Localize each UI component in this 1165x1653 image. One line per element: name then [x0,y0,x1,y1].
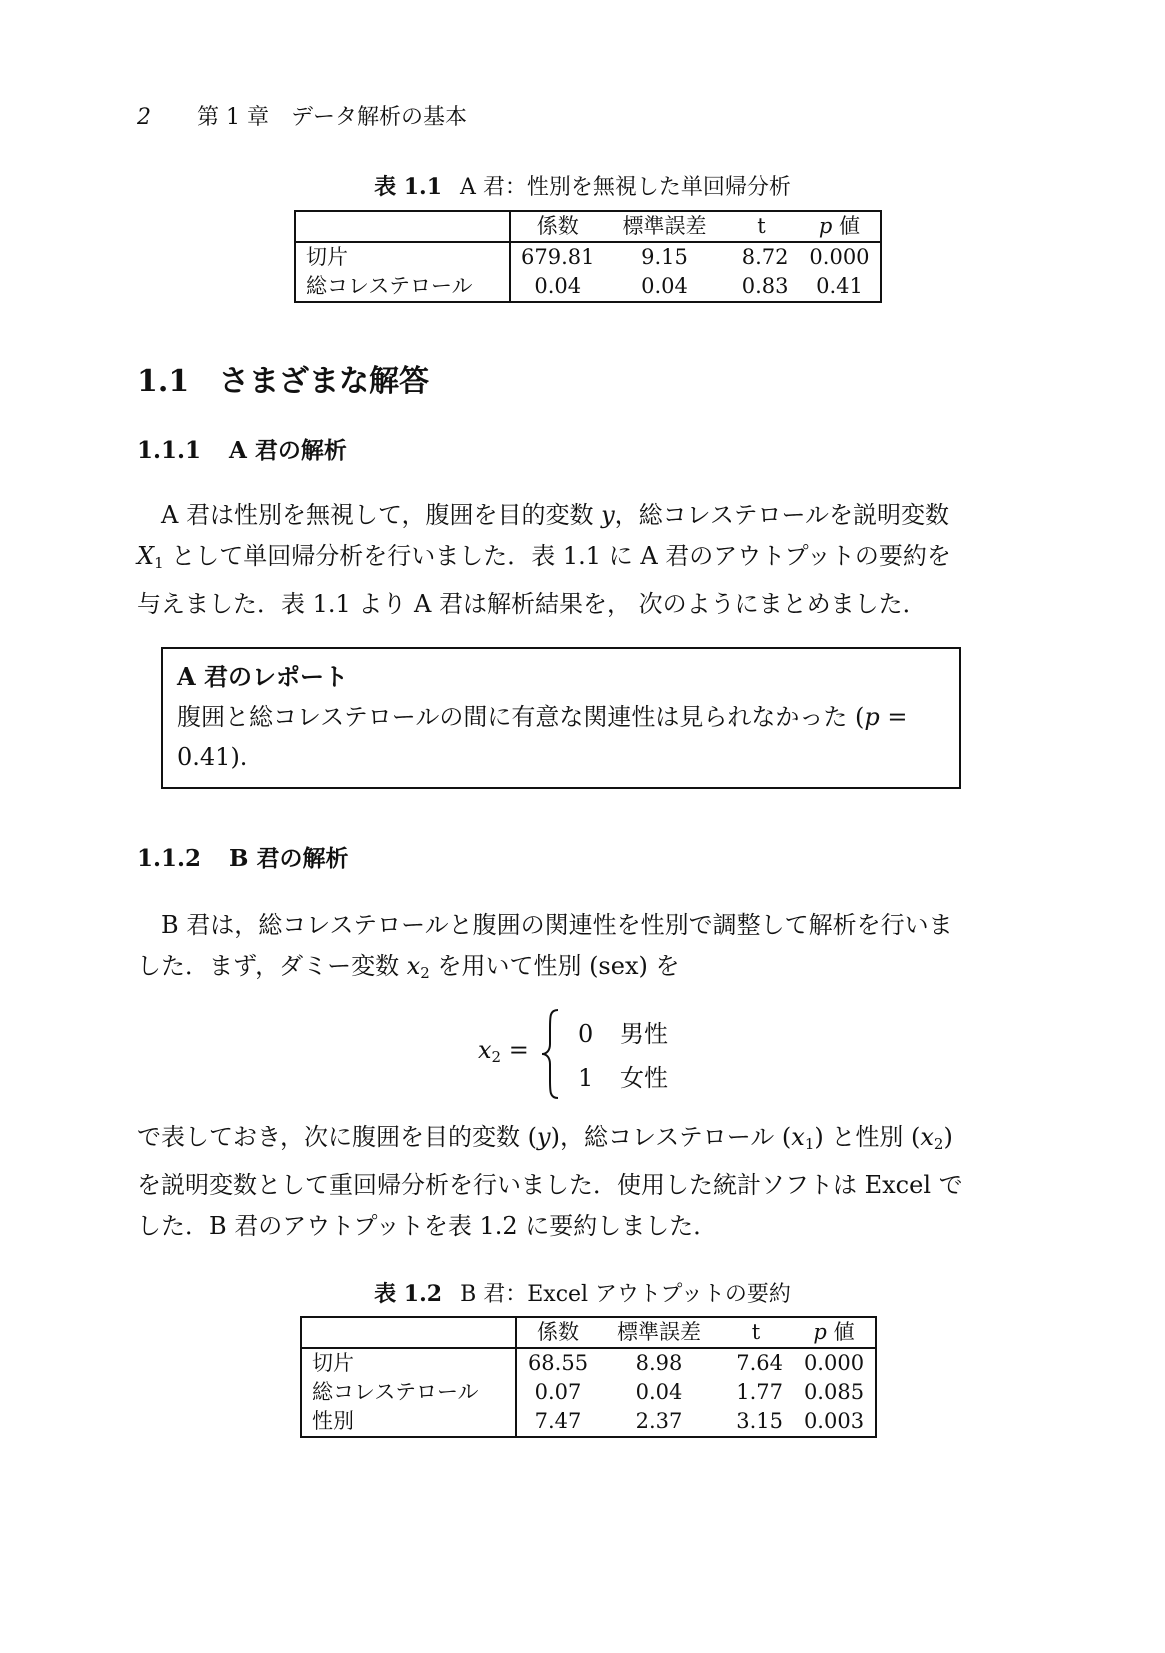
var-x2: x [920,1123,934,1151]
table-cell: 0.085 [803,1380,865,1404]
table-cell: 8.72 [741,245,789,269]
table-cell: 切片 [295,242,510,272]
var-y: y [601,501,615,529]
table2 [300,1316,877,1438]
table-row [301,1378,876,1407]
paragraph-c [137,1117,1032,1247]
table-row [295,242,881,272]
para3-line3: した．B 君のアウトプットを表 1.2 に要約しました． [137,1212,718,1240]
table1-header-p [798,211,881,242]
table2-caption [0,1277,1165,1308]
para1-text-a: A 君は性別を無視して，腹囲を目的変数 [161,501,602,529]
subsection-title: A 君の解析 [229,437,347,464]
subsection-title: B 君の解析 [229,845,349,872]
case-value: 0 [578,1020,594,1048]
table-row [301,1348,876,1378]
subsection-number: 1.1.2 [137,845,202,872]
table-cell: 0.003 [803,1409,865,1433]
table-cell: 679.81 [521,245,595,269]
table-cell: 7.47 [534,1409,582,1433]
section-number: 1.1 [137,364,190,399]
running-head [137,100,467,131]
formula-case-1 [578,1058,668,1093]
left-brace-icon [538,1008,562,1100]
para2-text-c: を用いて性別 (sex) を [429,952,680,980]
table-cell: 8.98 [635,1351,683,1375]
section-title: さまざまな解答 [219,364,429,399]
report-line2: 0.41). [177,743,248,771]
table-cell: 0.07 [534,1380,582,1404]
var-X: X [137,542,155,570]
table2-header-t: t [751,1320,761,1344]
table-cell: 総コレステロール [295,272,510,302]
subsection-number: 1.1.1 [137,437,202,464]
table-cell: 0.04 [641,274,688,298]
table2-caption-text: B 君：Excel アウトプットの要約 [460,1282,791,1307]
table-cell: 3.15 [736,1409,783,1433]
table1-header-se: 標準誤差 [622,214,707,238]
para1-text-c: として単回帰分析を行いました．表 1.1 に A 君のアウトプットの要約を [163,542,951,570]
var-X-sub: 1 [154,554,164,572]
var-x1: x [791,1123,805,1151]
table-row [295,272,881,302]
table-row [301,1407,876,1437]
case-label: 女性 [620,1064,668,1092]
paragraph-b [137,905,1032,994]
table-cell: 0.000 [809,245,870,269]
para1-text-b: ，総コレステロールを説明変数 [614,501,949,529]
table2-header-row [301,1317,876,1348]
report-p: p [864,703,880,731]
table-cell: 0.000 [803,1351,865,1375]
report-eq: = [879,703,908,731]
p-symbol: p [813,1320,827,1344]
table-cell: 1.77 [736,1380,783,1404]
var-y: y [537,1123,551,1151]
chapter-title: 第 1 章 データ解析の基本 [197,105,467,130]
p-header-label: 値 [833,1320,855,1344]
report-box [161,647,961,789]
para1-text-d: 与えました．表 1.1 より A 君は解析結果を， 次のようにまとめました． [137,590,927,618]
para2-text-b: した．まず，ダミー変数 [137,952,407,980]
var-x1-sub: 1 [804,1135,815,1153]
section-heading [137,356,429,400]
para3-text-a: で表しておき，次に腹囲を目的変数 ( [137,1123,538,1151]
para3-text-c: ) と性別 ( [814,1123,921,1151]
table1 [294,210,882,303]
var-x-sub: 2 [420,964,430,982]
p-header-label: 値 [839,214,861,238]
formula-eq: = [501,1036,529,1064]
table-cell: 切片 [301,1348,516,1378]
formula-lhs [478,1036,529,1066]
subsection-heading-b [137,840,348,873]
var-x2-sub: 2 [933,1135,944,1153]
table2-header-coef: 係数 [537,1320,579,1344]
table-cell: 9.15 [641,245,688,269]
formula-case-0 [578,1014,668,1049]
var-x: x [406,952,421,980]
subsection-heading-a [137,432,347,465]
table-cell: 7.64 [736,1351,783,1375]
para3-text-d: ) [943,1123,953,1151]
para2-text-a: B 君は，総コレステロールと腹囲の関連性を性別で調整して解析を行いま [161,911,953,939]
table-cell: 68.55 [527,1351,589,1375]
report-line1: 腹囲と総コレステロールの間に有意な関連性は見られなかった ( [177,703,865,731]
table-cell: 性別 [301,1407,516,1437]
table2-header-blank [301,1317,516,1348]
para3-line2: を説明変数として重回帰分析を行いました．使用した統計ソフトは Excel で [137,1171,963,1199]
table1-header-blank [295,211,510,242]
case-label: 男性 [620,1020,668,1048]
table-cell: 総コレステロール [301,1378,516,1407]
page-number: 2 [137,105,151,130]
table1-caption-text: A 君：性別を無視した単回帰分析 [460,175,791,200]
para3-text-b: )，総コレステロール ( [550,1123,792,1151]
table-cell: 0.83 [741,274,789,298]
table-cell: 2.37 [635,1409,683,1433]
table1-caption-label: 表 1.1 [374,174,443,200]
dummy-variable-formula [478,1008,738,1098]
p-symbol: p [818,214,833,238]
table-cell: 0.04 [635,1380,683,1404]
table-cell: 0.41 [816,274,863,298]
paragraph-a [137,495,1032,625]
table2-header-p [793,1317,876,1348]
formula-var: x [478,1036,492,1064]
table1-header-coef: 係数 [536,214,579,238]
table-cell: 0.04 [534,274,582,298]
formula-var-sub: 2 [491,1048,502,1066]
case-value: 1 [578,1064,594,1092]
table2-header-se: 標準誤差 [617,1320,701,1344]
table1-header-row [295,211,881,242]
table1-header-t: t [757,214,766,238]
table2-caption-label: 表 1.2 [374,1281,443,1307]
report-title: A 君のレポート [177,662,348,691]
table1-caption [0,170,1165,201]
